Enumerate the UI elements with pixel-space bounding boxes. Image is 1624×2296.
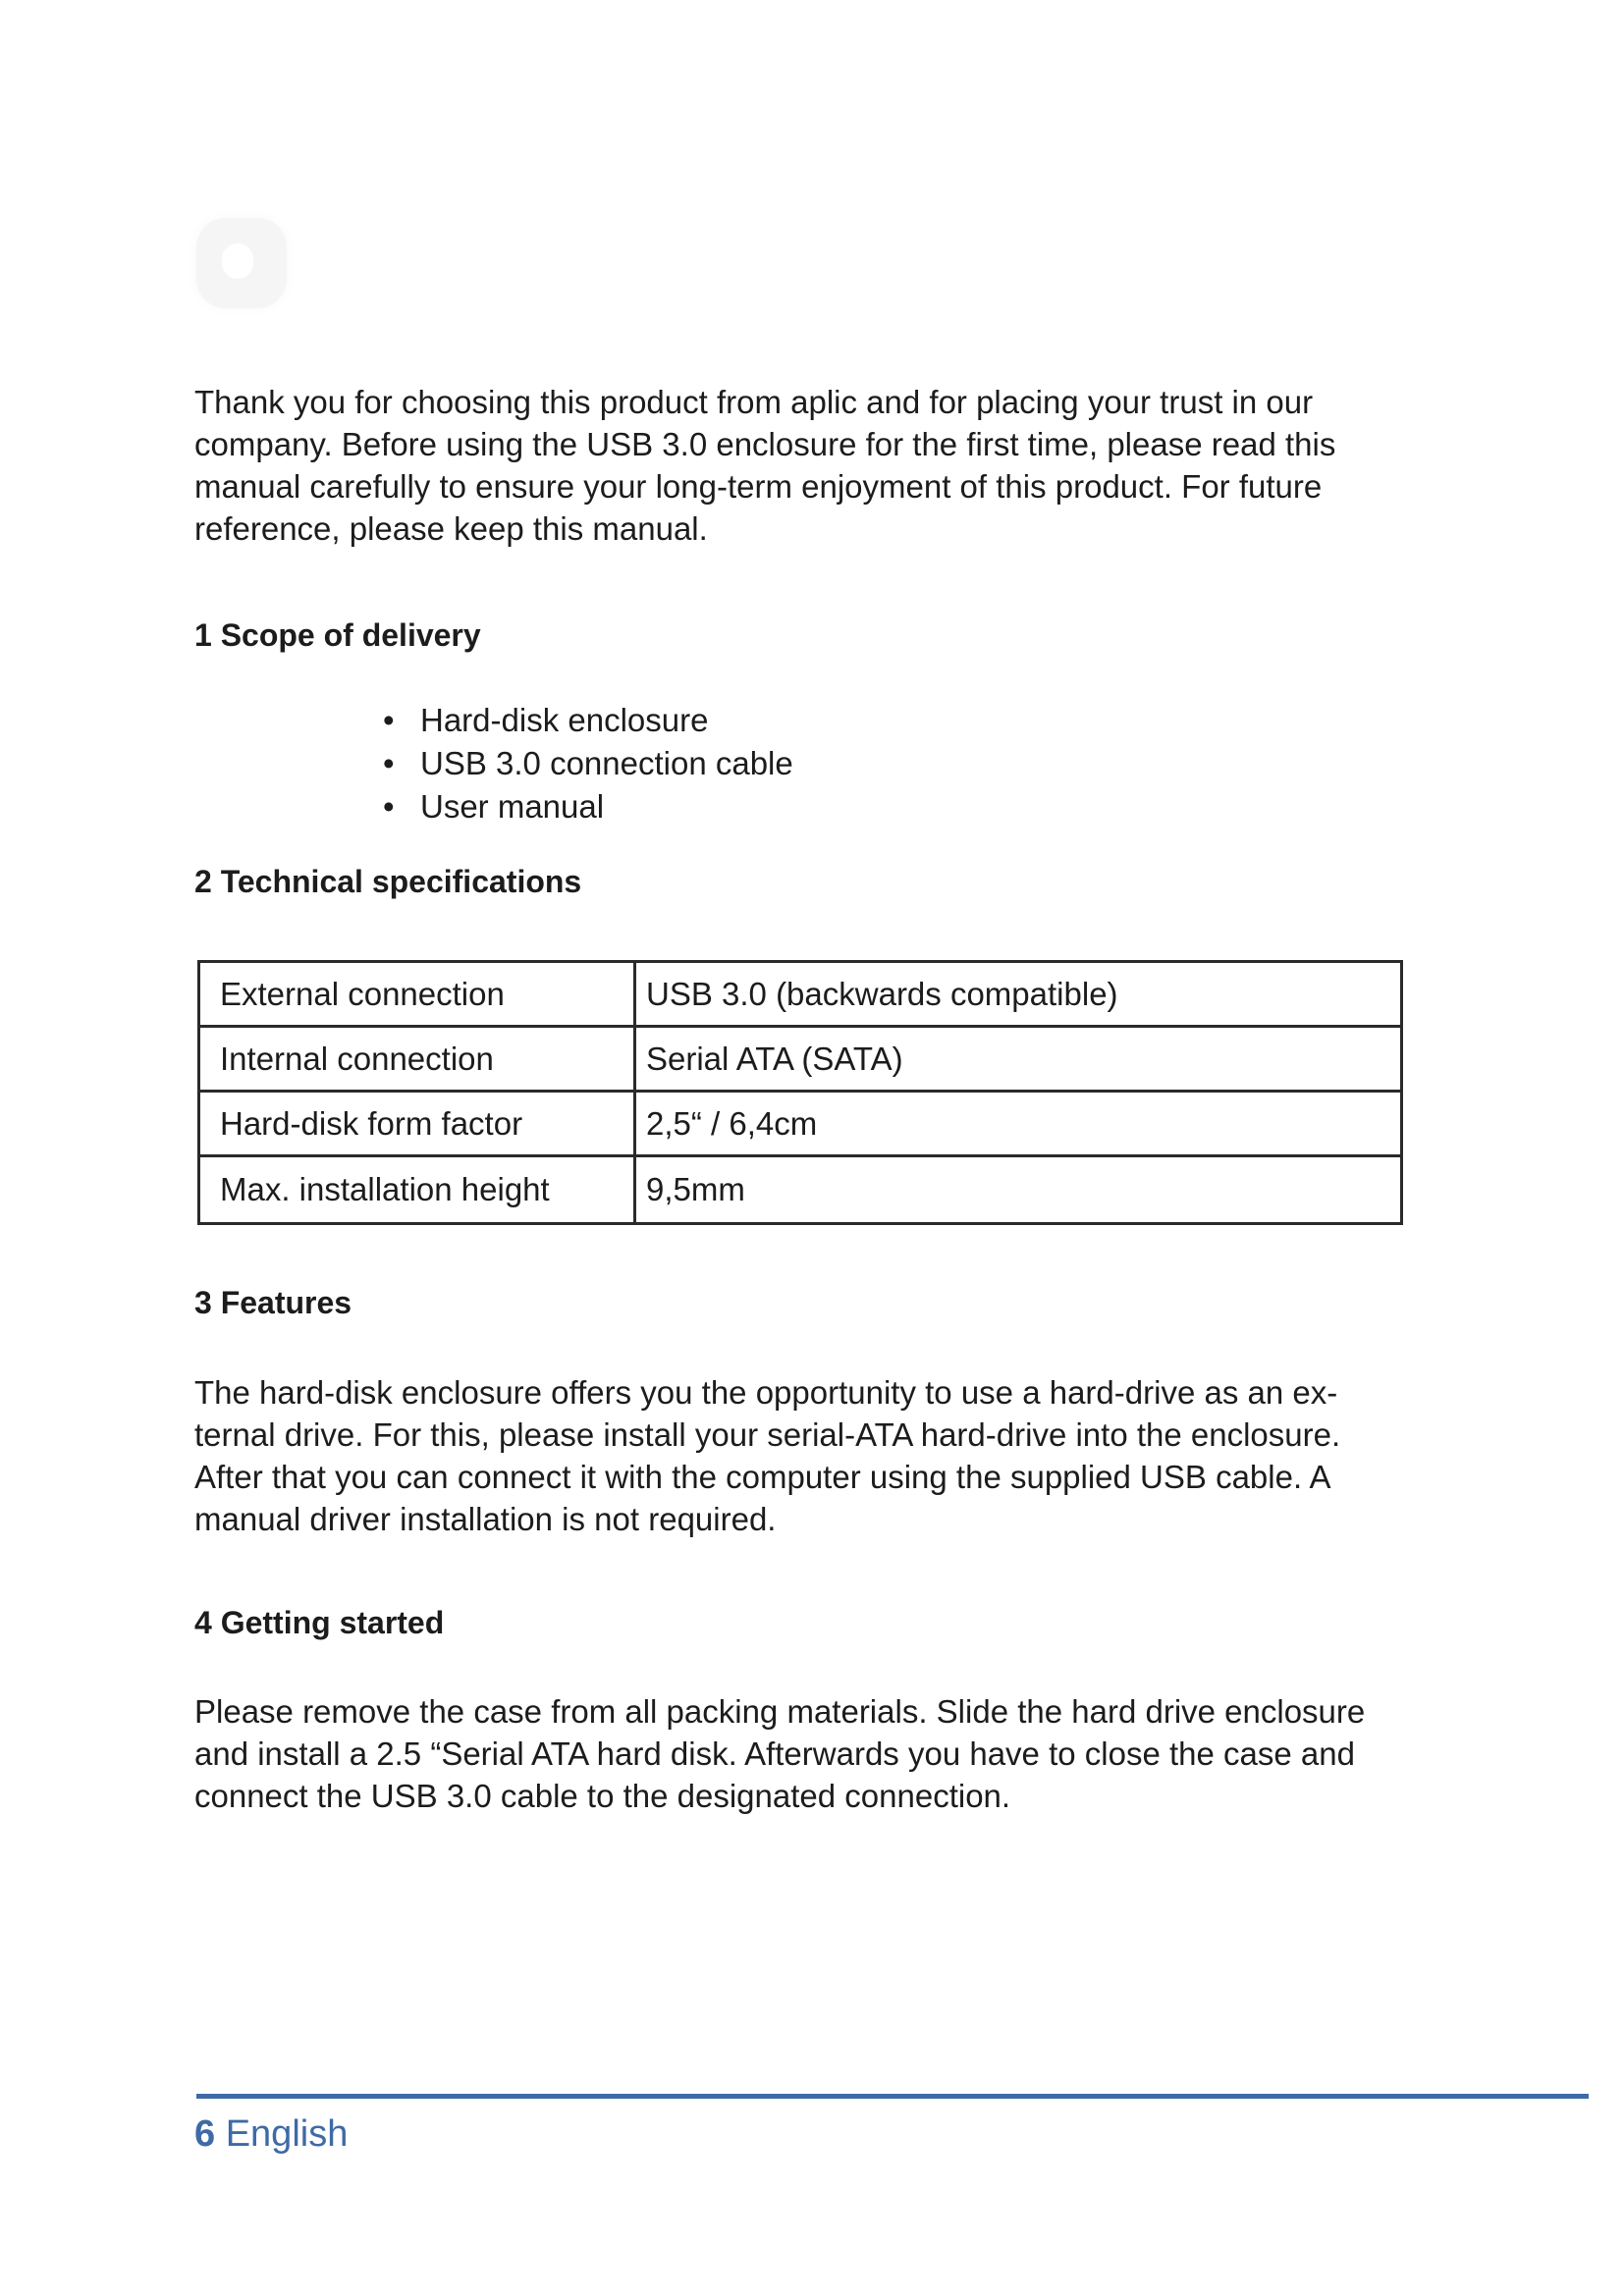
spec-label: Internal connection [199,1027,635,1092]
paragraph-line: connect the USB 3.0 cable to the designated connection. [194,1778,1011,1814]
footer-divider [196,2094,1589,2099]
paragraph-line: Please remove the case from all packing materials. Slide the hard drive enclosure [194,1693,1366,1730]
spec-value: 9,5mm [635,1156,1402,1224]
intro-line: manual carefully to ensure your long-term enjoyment of this product. For future [194,468,1323,505]
spec-label: Max. installation height [199,1156,635,1224]
spec-value: USB 3.0 (backwards compatible) [635,962,1402,1027]
list-item: • Hard-disk enclosure [383,699,793,742]
page-footer [194,2110,348,2158]
spec-value: Serial ATA (SATA) [635,1027,1402,1092]
paragraph-line: The hard-disk enclosure offers you the opportunity to use a hard-drive as an ex- [194,1374,1338,1411]
table-row [199,962,1402,1027]
scope-list [383,699,793,828]
table-row [199,1092,1402,1156]
section-heading-getting-started: 4 Getting started [194,1605,445,1640]
footer-language: English [225,2113,349,2155]
page-number: 6 [194,2113,216,2155]
spec-label: External connection [199,962,635,1027]
list-item: • USB 3.0 connection cable [383,742,793,785]
section-heading-specs: 2 Technical specifications [194,864,582,899]
paragraph-line: and install a 2.5 “Serial ATA hard disk. Afterwards you have to close the case and [194,1735,1355,1772]
paragraph-line: ternal drive. For this, please install your serial-ATA hard-drive into the enclosure. [194,1416,1341,1453]
table-row [199,1027,1402,1092]
section-heading-scope: 1 Scope of delivery [194,617,481,653]
intro-line: Thank you for choosing this product from aplic and for placing your trust in our [194,384,1314,420]
specs-table [197,960,1403,1225]
brand-logo-icon [196,218,287,308]
spec-value: 2,5“ / 6,4cm [635,1092,1402,1156]
features-paragraph [194,1371,1402,1540]
getting-started-paragraph [194,1690,1402,1817]
intro-paragraph [194,381,1402,550]
spec-label: Hard-disk form factor [199,1092,635,1156]
intro-line: reference, please keep this manual. [194,510,708,547]
paragraph-line: manual driver installation is not required. [194,1501,777,1537]
list-item: • User manual [383,785,793,828]
table-row [199,1156,1402,1224]
section-heading-features: 3 Features [194,1285,352,1320]
paragraph-line: After that you can connect it with the computer using the supplied USB cable. A [194,1459,1331,1495]
intro-line: company. Before using the USB 3.0 enclosure for the first time, please read this [194,426,1336,462]
